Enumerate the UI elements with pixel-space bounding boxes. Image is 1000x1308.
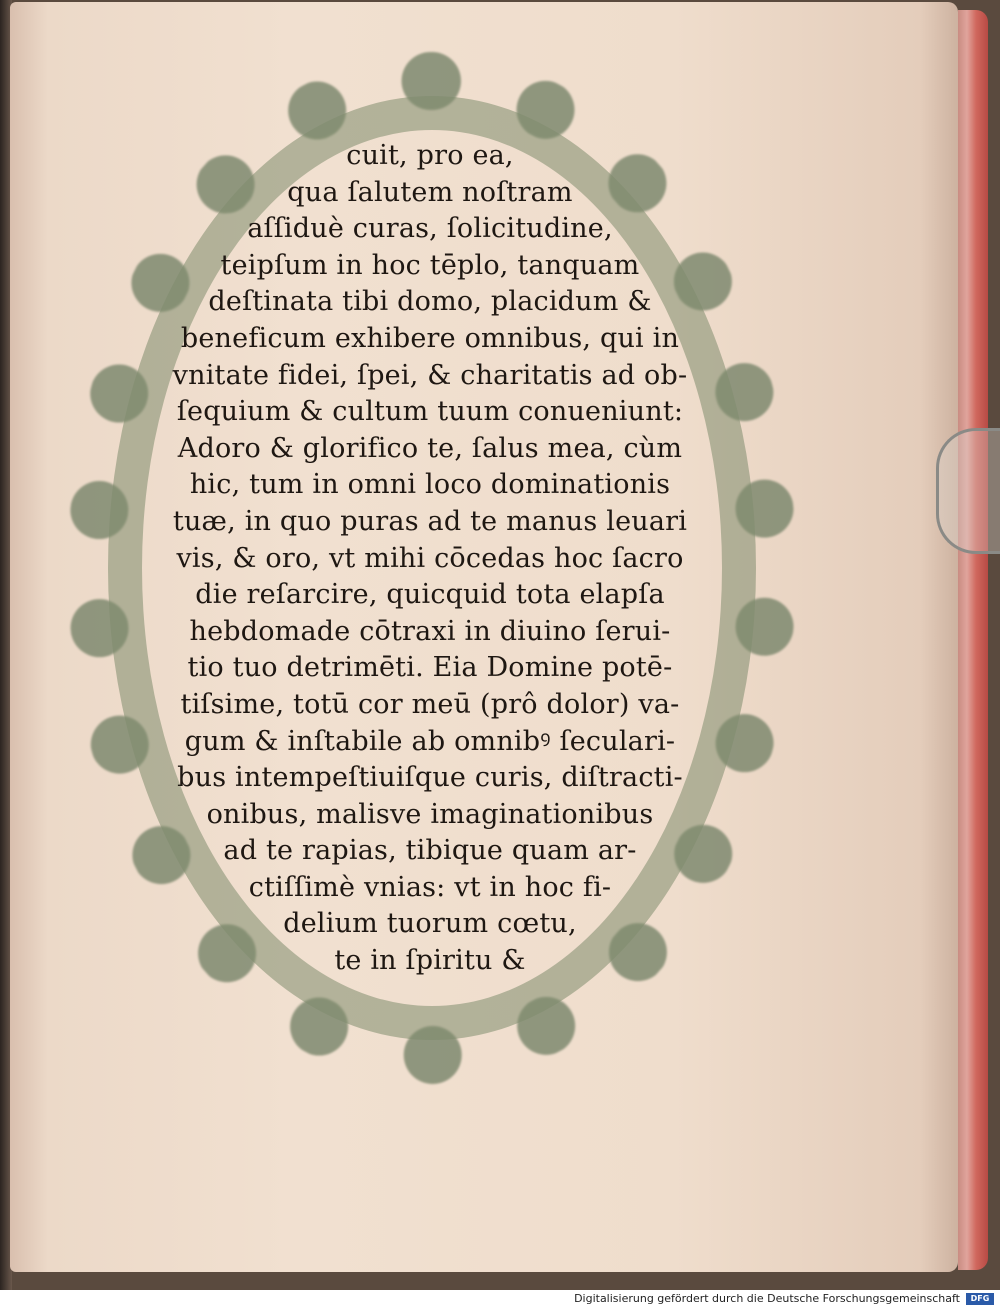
text-line: cuit, pro ea, [346, 140, 514, 171]
text-line: tuæ, in quo puras ad te manus leuari [172, 505, 688, 537]
text-line: bus intempeſtiuiſque curis, diſtracti- [177, 762, 683, 794]
text-line: delium tuorum cœtu, [283, 908, 577, 940]
dfg-logo-icon: DFG [966, 1293, 994, 1305]
text-line: beneficum exhibere omnibus, qui in [180, 322, 680, 354]
text-line: aſſiduè curas, ſolicitudine, [247, 213, 613, 245]
text-line: vis, & oro, vt mihi cōcedas hoc ſacro [176, 542, 684, 574]
page-text-block [110, 138, 750, 980]
text-line: tio tuo detrimēti. Eia Domine potē- [187, 652, 673, 684]
text-line: tiſsime, totū cor meū (prô dolor) va- [180, 688, 680, 720]
text-line: ctiſſimè vnias: vt in hoc fi- [248, 871, 612, 903]
funding-credit: Digitalisierung gefördert durch die Deutsche Forschungsgemeinschaft [574, 1292, 960, 1305]
text-line: Adoro & glorifico te, ſalus mea, cùm [177, 432, 683, 464]
text-line: onibus, malisve imaginationibus [206, 798, 654, 830]
page-clip [936, 428, 1000, 554]
text-line: te in ſpiritu & [334, 945, 526, 977]
text-line: vnitate fidei, ſpei, & charitatis ad ob- [172, 359, 688, 391]
red-page-edge [958, 10, 988, 1270]
text-line: hic, tum in omni loco dominationis [189, 469, 671, 501]
text-line: gum & inſtabile ab omnibꝰ ſeculari- [184, 725, 676, 757]
text-line: die reſarcire, quicquid tota elapſa [195, 579, 665, 611]
text-line: qua ſalutem noſtram [287, 176, 573, 208]
text-line: ſequium & cultum tuum conueniunt: [176, 396, 684, 428]
text-line: teipſum in hoc tēplo, tanquam [220, 249, 640, 281]
text-line: deſtinata tibi domo, placidum & [208, 286, 652, 318]
text-line: ad te rapias, tibique quam ar- [223, 835, 637, 867]
footer-bar [0, 1290, 1000, 1308]
text-line: hebdomade cōtraxi in diuino ſerui- [189, 615, 671, 647]
